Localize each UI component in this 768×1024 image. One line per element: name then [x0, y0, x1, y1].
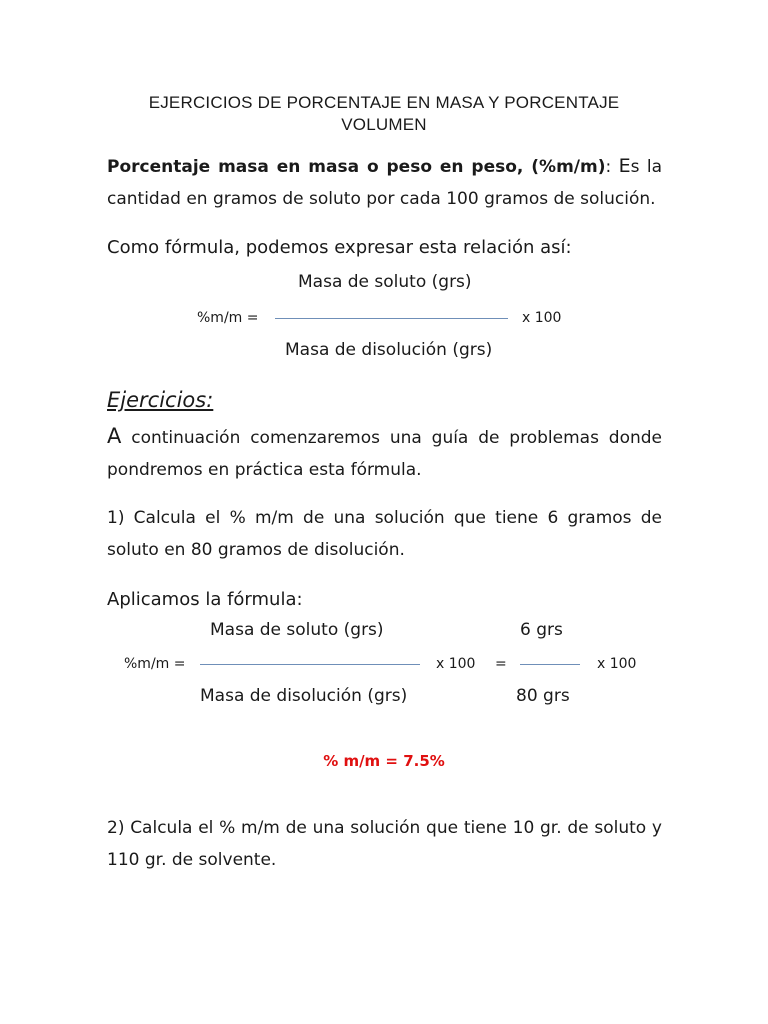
title-line-1: EJERCICIOS DE PORCENTAJE EN MASA Y PORCENTAJE — [148, 93, 620, 112]
q1-multiplier: x 100 — [436, 656, 476, 672]
q1-multiplier-2: x 100 — [597, 656, 637, 672]
formula-multiplier: x 100 — [522, 310, 562, 326]
q1-denominator: Masa de disolución (grs) — [200, 686, 408, 706]
exercises-intro — [107, 420, 662, 486]
question-1: 1) Calcula el % m/m de una solución que tiene 6 gramos de soluto en 80 gramos de disolución. — [107, 508, 662, 560]
q1-equals: = — [495, 656, 507, 672]
q1-lhs: %m/m = — [124, 656, 186, 672]
exercises-heading: Ejercicios: — [107, 388, 214, 412]
formula-denominator: Masa de disolución (grs) — [285, 340, 493, 360]
q1-result: % m/m = 7.5% — [323, 752, 445, 770]
question-2: 2) Calcula el % m/m de una solución que tiene 10 gr. de soluto y 110 gr. de solvente. — [107, 818, 662, 870]
exercises-intro-text: continuación comenzaremos una guía de problemas donde pondremos en práctica esta fórmula. — [107, 428, 662, 480]
q1-denominator-value: 80 grs — [516, 686, 570, 706]
exercises-intro-initial: A — [107, 424, 122, 448]
q1-value-fraction-line — [520, 664, 580, 665]
document-title — [80, 92, 688, 136]
definition-paragraph — [107, 150, 662, 215]
definition-term: Porcentaje masa en masa o peso en peso, (%m/m) — [107, 157, 606, 177]
definition-separator: : — [605, 157, 619, 177]
formula-intro: Como fórmula, podemos expresar esta relación así: — [107, 237, 572, 258]
formula-lhs: %m/m = — [197, 310, 259, 326]
formula-fraction-line — [275, 318, 508, 319]
title-line-2: VOLUMEN — [341, 115, 427, 134]
definition-initial: E — [618, 155, 631, 177]
formula-numerator: Masa de soluto (grs) — [298, 272, 472, 292]
definition-text: s la cantidad en gramos de soluto por cada 100 gramos de solución. — [107, 157, 662, 209]
q1-fraction-line — [200, 664, 420, 665]
q1-numerator-value: 6 grs — [520, 620, 563, 640]
apply-formula-text: Aplicamos la fórmula: — [107, 589, 303, 610]
q1-numerator: Masa de soluto (grs) — [210, 620, 384, 640]
